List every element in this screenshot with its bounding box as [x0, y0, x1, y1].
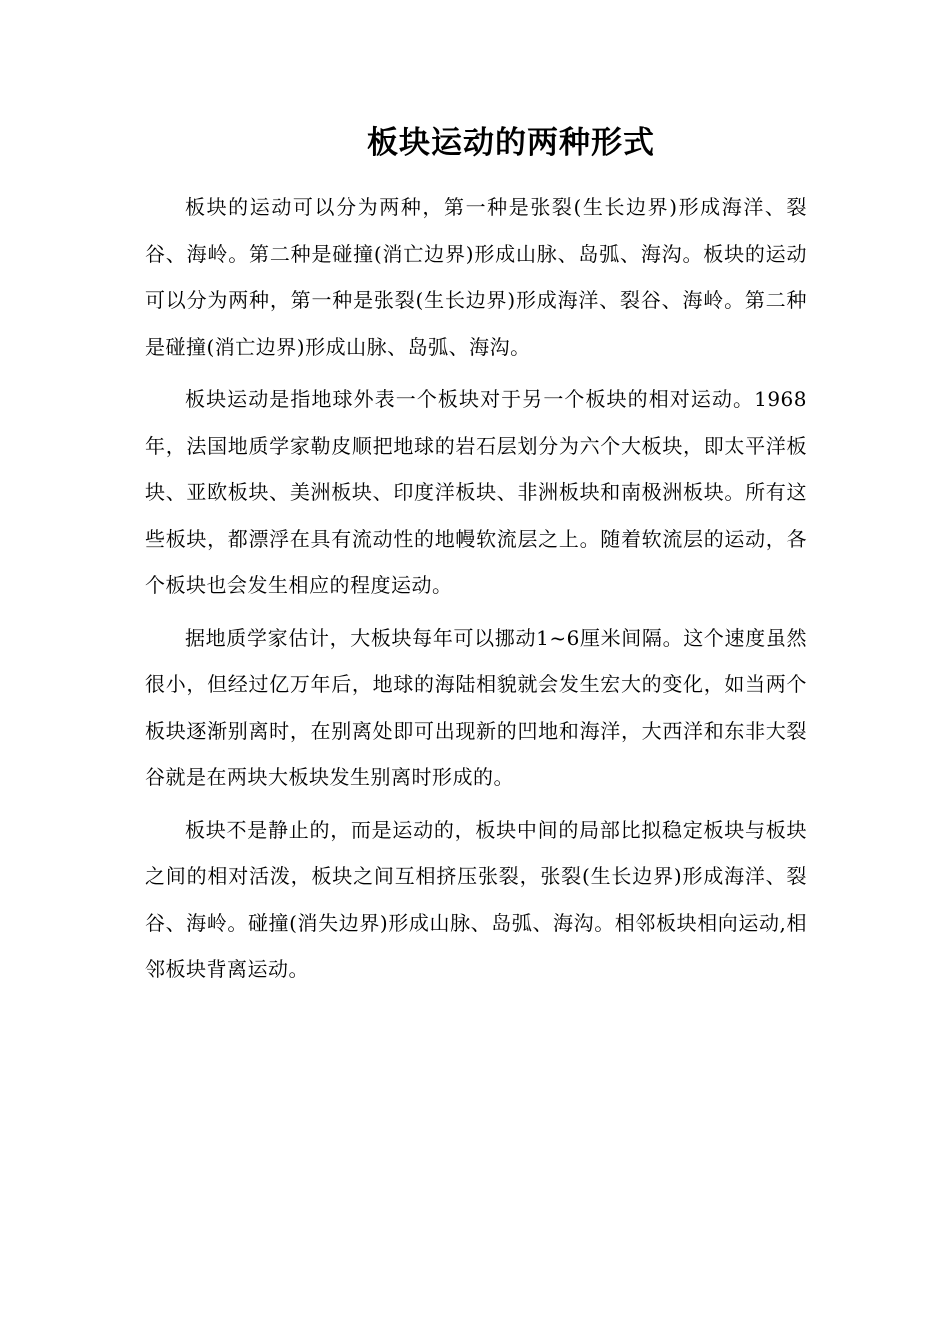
paragraph-4: 板块不是静止的，而是运动的，板块中间的局部比拟稳定板块与板块之间的相对活泼，板块之间互相挤压张裂，张裂(生长边界)形成海洋、裂谷、海岭。碰撞(消失边界)形成山脉、岛弧、海沟。相邻板块相向运动,相邻板块背离运动。 — [145, 817, 807, 981]
document-title: 板块运动的两种形式 — [367, 125, 655, 161]
document-body — [145, 118, 807, 999]
paragraph-2: 板块运动是指地球外表一个板块对于另一个板块的相对运动。1968年，法国地质学家勒皮顺把地球的岩石层划分为六个大板块，即太平洋板块、亚欧板块、美洲板块、印度洋板块、非洲板块和南极洲板块。所有这些板块，都漂浮在具有流动性的地幔软流层之上。随着软流层的运动，各个板块也会发生相应的程度运动。 — [145, 387, 807, 597]
paragraph-3: 据地质学家估计，大板块每年可以挪动1~6厘米间隔。这个速度虽然很小，但经过亿万年后，地球的海陆相貌就会发生宏大的变化，如当两个板块逐渐别离时，在别离处即可出现新的凹地和海洋，大西洋和东非大裂谷就是在两块大板块发生别离时形成的。 — [145, 625, 807, 789]
paragraph-1: 板块的运动可以分为两种，第一种是张裂(生长边界)形成海洋、裂谷、海岭。第二种是碰撞(消亡边界)形成山脉、岛弧、海沟。板块的运动可以分为两种，第一种是张裂(生长边界)形成海洋、裂谷、海岭。第二种是碰撞(消亡边界)形成山脉、岛弧、海沟。 — [145, 195, 807, 359]
